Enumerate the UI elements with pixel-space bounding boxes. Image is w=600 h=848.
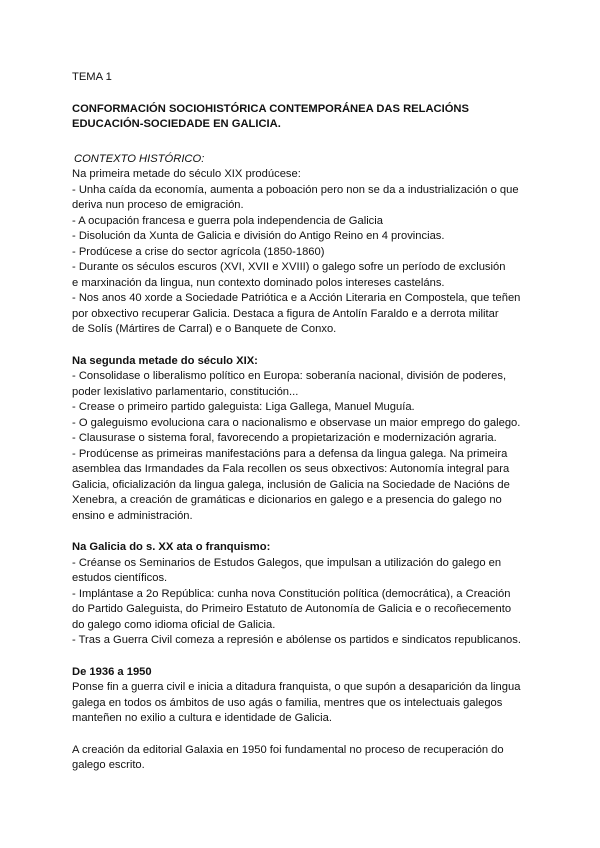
sxx-line: do galego como idioma oficial de Galicia. [72,618,276,631]
section-contexto [72,152,542,338]
sxx-line: - Tras a Guerra Civil comeza a represión e abólense os partidos e sindicatos republicanos. [72,634,521,646]
segunda-metade-line: ensino e administración. [72,509,193,522]
segunda-metade-heading: Na segunda metade do século XIX: [72,354,258,367]
section-sxx [72,540,542,649]
document-title [72,102,542,133]
contexto-heading: CONTEXTO HISTÓRICO: [74,152,205,165]
franquismo-line: Ponse fin a guerra civil e inicia a ditadura franquista, o que supón a desaparición da lingua [72,681,521,693]
closing-line: A creación da editorial Galaxia en 1950 foi fundamental no proceso de recuperación do [72,743,504,756]
segunda-metade-line: - Crease o primeiro partido galeguista: Liga Gallega, Manuel Muguía. [72,401,415,413]
segunda-metade-line: - Consolidase o liberalismo político en Europa: soberanía nacional, división de poderes, [72,370,507,382]
contexto-line: deriva nun proceso de emigración. [72,199,244,211]
contexto-line: - Prodúcese a crise do sector agrícola (1850-1860) [72,245,325,258]
segunda-metade-line: - O galeguismo evoluciona cara o nacionalismo e observase un maior emprego do galego. [72,416,521,429]
document-tema: TEMA 1 [72,71,112,83]
contexto-line: - Unha caída da economía, aumenta a poboación pero non se da a industrialización o que [72,183,519,196]
sxx-line: do Partido Galeguista, do Primeiro Estatuto de Autonomía de Galicia e o recoñecemento [72,603,512,615]
franquismo-line: manteñen no exilio a cultura e identidade de Galicia. [72,712,332,724]
section-closing [72,743,542,774]
closing-line: galego escrito. [72,759,145,771]
segunda-metade-line: - Prodúcense as primeiras manifestacións para a defensa da lingua galega. Na primeira [72,447,508,460]
contexto-line: e marxinación da lingua, nun contexto dominado polos intereses casteláns. [72,276,445,289]
segunda-metade-line: poder lexislativo parlamentario, constitución... [72,385,299,398]
franquismo-line: galega en todos os ámbitos de uso agás o familia, mentres que os intelectuais galegos [72,696,503,709]
sxx-heading: Na Galicia do s. XX ata o franquismo: [72,541,271,553]
contexto-line: - A ocupación francesa e guerra pola independencia de Galicia [72,214,383,227]
segunda-metade-line: Xenebra, a creación de gramáticas e dicionarios en galego e a presencia do galego no [72,494,502,506]
sxx-line: - Créanse os Seminarios de Estudos Galegos, que impulsan a utilización do galego en [72,556,502,569]
document-page [72,70,542,774]
contexto-line: de Solís (Mártires de Carral) e o Banquete de Conxo. [72,323,337,335]
segunda-metade-line: asemblea das Irmandades da Fala recollen os seus obxectivos: Autonomía integral para [72,463,510,475]
segunda-metade-line: - Clausurase o sistema foral, favorecendo a propietarización e modernización agraria. [72,432,497,444]
title-line: EDUCACIÓN-SOCIEDADE EN GALICIA. [72,118,281,130]
franquismo-heading: De 1936 a 1950 [72,665,152,678]
contexto-line: - Disolución da Xunta de Galicia e división do Antigo Reino en 4 provincias. [72,230,445,242]
contexto-line: - Nos anos 40 xorde a Sociedade Patriótica e a Acción Literaria en Compostela, que teñen [72,292,521,304]
contexto-line: - Durante os séculos escuros (XVI, XVII e XVIII) o galego sofre un período de exclusión [72,261,506,273]
sxx-line: estudos científicos. [72,572,168,584]
section-segunda-metade [72,354,542,525]
contexto-intro: Na primeira metade do século XIX prodúcese: [72,168,301,180]
title-line: CONFORMACIÓN SOCIOHISTÓRICA CONTEMPORÁNEA DAS RELACIÓNS [72,102,469,115]
segunda-metade-line: Galicia, oficialización da lingua galega, inclusión de Galicia na Sociedade de Nacións de [72,478,510,491]
sxx-line: - Implántase a 2o República: cunha nova Constitución política (democrática), a Creación [72,587,511,600]
section-franquismo [72,665,542,727]
contexto-line: por obxectivo recuperar Galicia. Destaca a figura de Antolín Faraldo e a derrota militar [72,307,499,320]
